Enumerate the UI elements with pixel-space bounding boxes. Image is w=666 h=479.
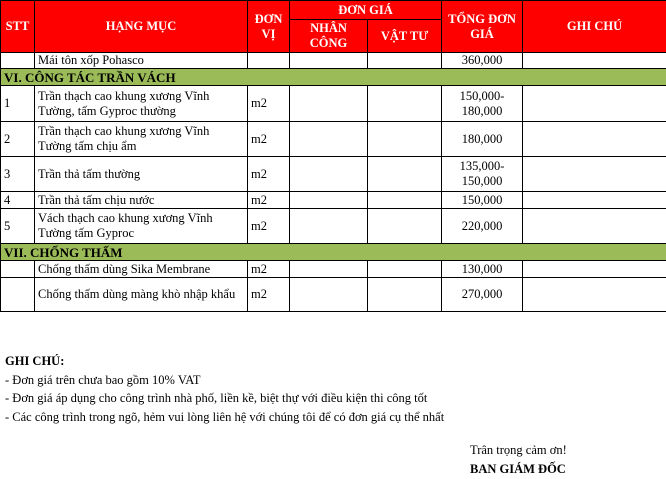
note-item: - Các công trình trong ngõ, hẻm vui lòng liên hệ với chúng tôi để có đơn giá cụ thể nhất [5, 408, 444, 427]
row-stt: 3 [1, 157, 35, 192]
header-labor: NHÂN CÔNG [290, 20, 368, 53]
row-total: 360,000 [442, 53, 523, 69]
row-material [368, 278, 442, 312]
header-unit-price: ĐƠN GIÁ [290, 1, 442, 20]
row-total: 220,000 [442, 209, 523, 244]
row-note [523, 157, 666, 192]
header-total: TỔNG ĐƠN GIÁ [442, 1, 523, 53]
header-stt: STT [1, 1, 35, 53]
row-item: Mái tôn xốp Pohasco [35, 53, 248, 69]
row-stt: 1 [1, 86, 35, 122]
row-unit: m2 [248, 261, 290, 278]
table-row [1, 53, 666, 69]
section-title: VI. CÔNG TÁC TRẦN VÁCH [1, 69, 666, 86]
row-note [523, 86, 666, 122]
row-stt [1, 53, 35, 69]
row-total: 150,000 [442, 192, 523, 209]
table-row [1, 157, 666, 192]
table-row [1, 122, 666, 157]
row-material [368, 209, 442, 244]
row-unit: m2 [248, 157, 290, 192]
header-note: GHI CHÚ [523, 1, 666, 53]
row-item: Trần thả tấm thường [35, 157, 248, 192]
row-material [368, 53, 442, 69]
row-labor [290, 53, 368, 69]
row-item: Chống thấm dùng Sika Membrane [35, 261, 248, 278]
row-item: Trần thạch cao khung xương Vĩnh Tường tấm chịu ẩm [35, 122, 248, 157]
section-row [1, 244, 666, 261]
row-stt [1, 261, 35, 278]
row-material [368, 261, 442, 278]
header-unit: ĐƠN VỊ [248, 1, 290, 53]
row-labor [290, 278, 368, 312]
row-note [523, 278, 666, 312]
row-labor [290, 122, 368, 157]
row-total: 180,000 [442, 122, 523, 157]
row-unit: m2 [248, 209, 290, 244]
thanks-text: Trân trọng cảm ơn! [470, 441, 567, 460]
row-unit [248, 53, 290, 69]
row-note [523, 209, 666, 244]
row-unit: m2 [248, 192, 290, 209]
row-stt: 5 [1, 209, 35, 244]
director-title: BAN GIÁM ĐỐC [470, 460, 567, 479]
header-material: VẬT TƯ [368, 20, 442, 53]
note-item: - Đơn giá áp dụng cho công trình nhà phố, liền kề, biệt thự với điều kiện thi công tốt [5, 389, 444, 408]
row-item: Trần thả tấm chịu nước [35, 192, 248, 209]
row-note [523, 53, 666, 69]
table-row [1, 261, 666, 278]
row-unit: m2 [248, 86, 290, 122]
row-labor [290, 209, 368, 244]
row-material [368, 192, 442, 209]
row-note [523, 261, 666, 278]
row-note [523, 122, 666, 157]
section-title: VII. CHỐNG THẤM [1, 244, 666, 261]
row-stt: 4 [1, 192, 35, 209]
table-row [1, 278, 666, 312]
row-material [368, 122, 442, 157]
row-labor [290, 86, 368, 122]
row-labor [290, 157, 368, 192]
row-material [368, 86, 442, 122]
row-stt [1, 278, 35, 312]
row-labor [290, 261, 368, 278]
row-item: Chống thấm dùng màng khò nhập khẩu [35, 278, 248, 312]
section-row [1, 69, 666, 86]
row-item: Trần thạch cao khung xương Vĩnh Tường, tấm Gyproc thường [35, 86, 248, 122]
notes-title: GHI CHÚ: [5, 352, 444, 371]
row-material [368, 157, 442, 192]
row-total: 150,000-180,000 [442, 86, 523, 122]
row-total: 130,000 [442, 261, 523, 278]
table-row [1, 209, 666, 244]
row-item: Vách thạch cao khung xương Vĩnh Tường tấm Gyproc [35, 209, 248, 244]
table-row [1, 192, 666, 209]
notes-block [5, 352, 444, 426]
signature-block [470, 441, 567, 479]
row-note [523, 192, 666, 209]
row-total: 270,000 [442, 278, 523, 312]
header-item: HẠNG MỤC [35, 1, 248, 53]
row-unit: m2 [248, 122, 290, 157]
row-stt: 2 [1, 122, 35, 157]
row-unit: m2 [248, 278, 290, 312]
row-labor [290, 192, 368, 209]
table-row [1, 86, 666, 122]
note-item: - Đơn giá trên chưa bao gồm 10% VAT [5, 371, 444, 390]
row-total: 135,000-150,000 [442, 157, 523, 192]
